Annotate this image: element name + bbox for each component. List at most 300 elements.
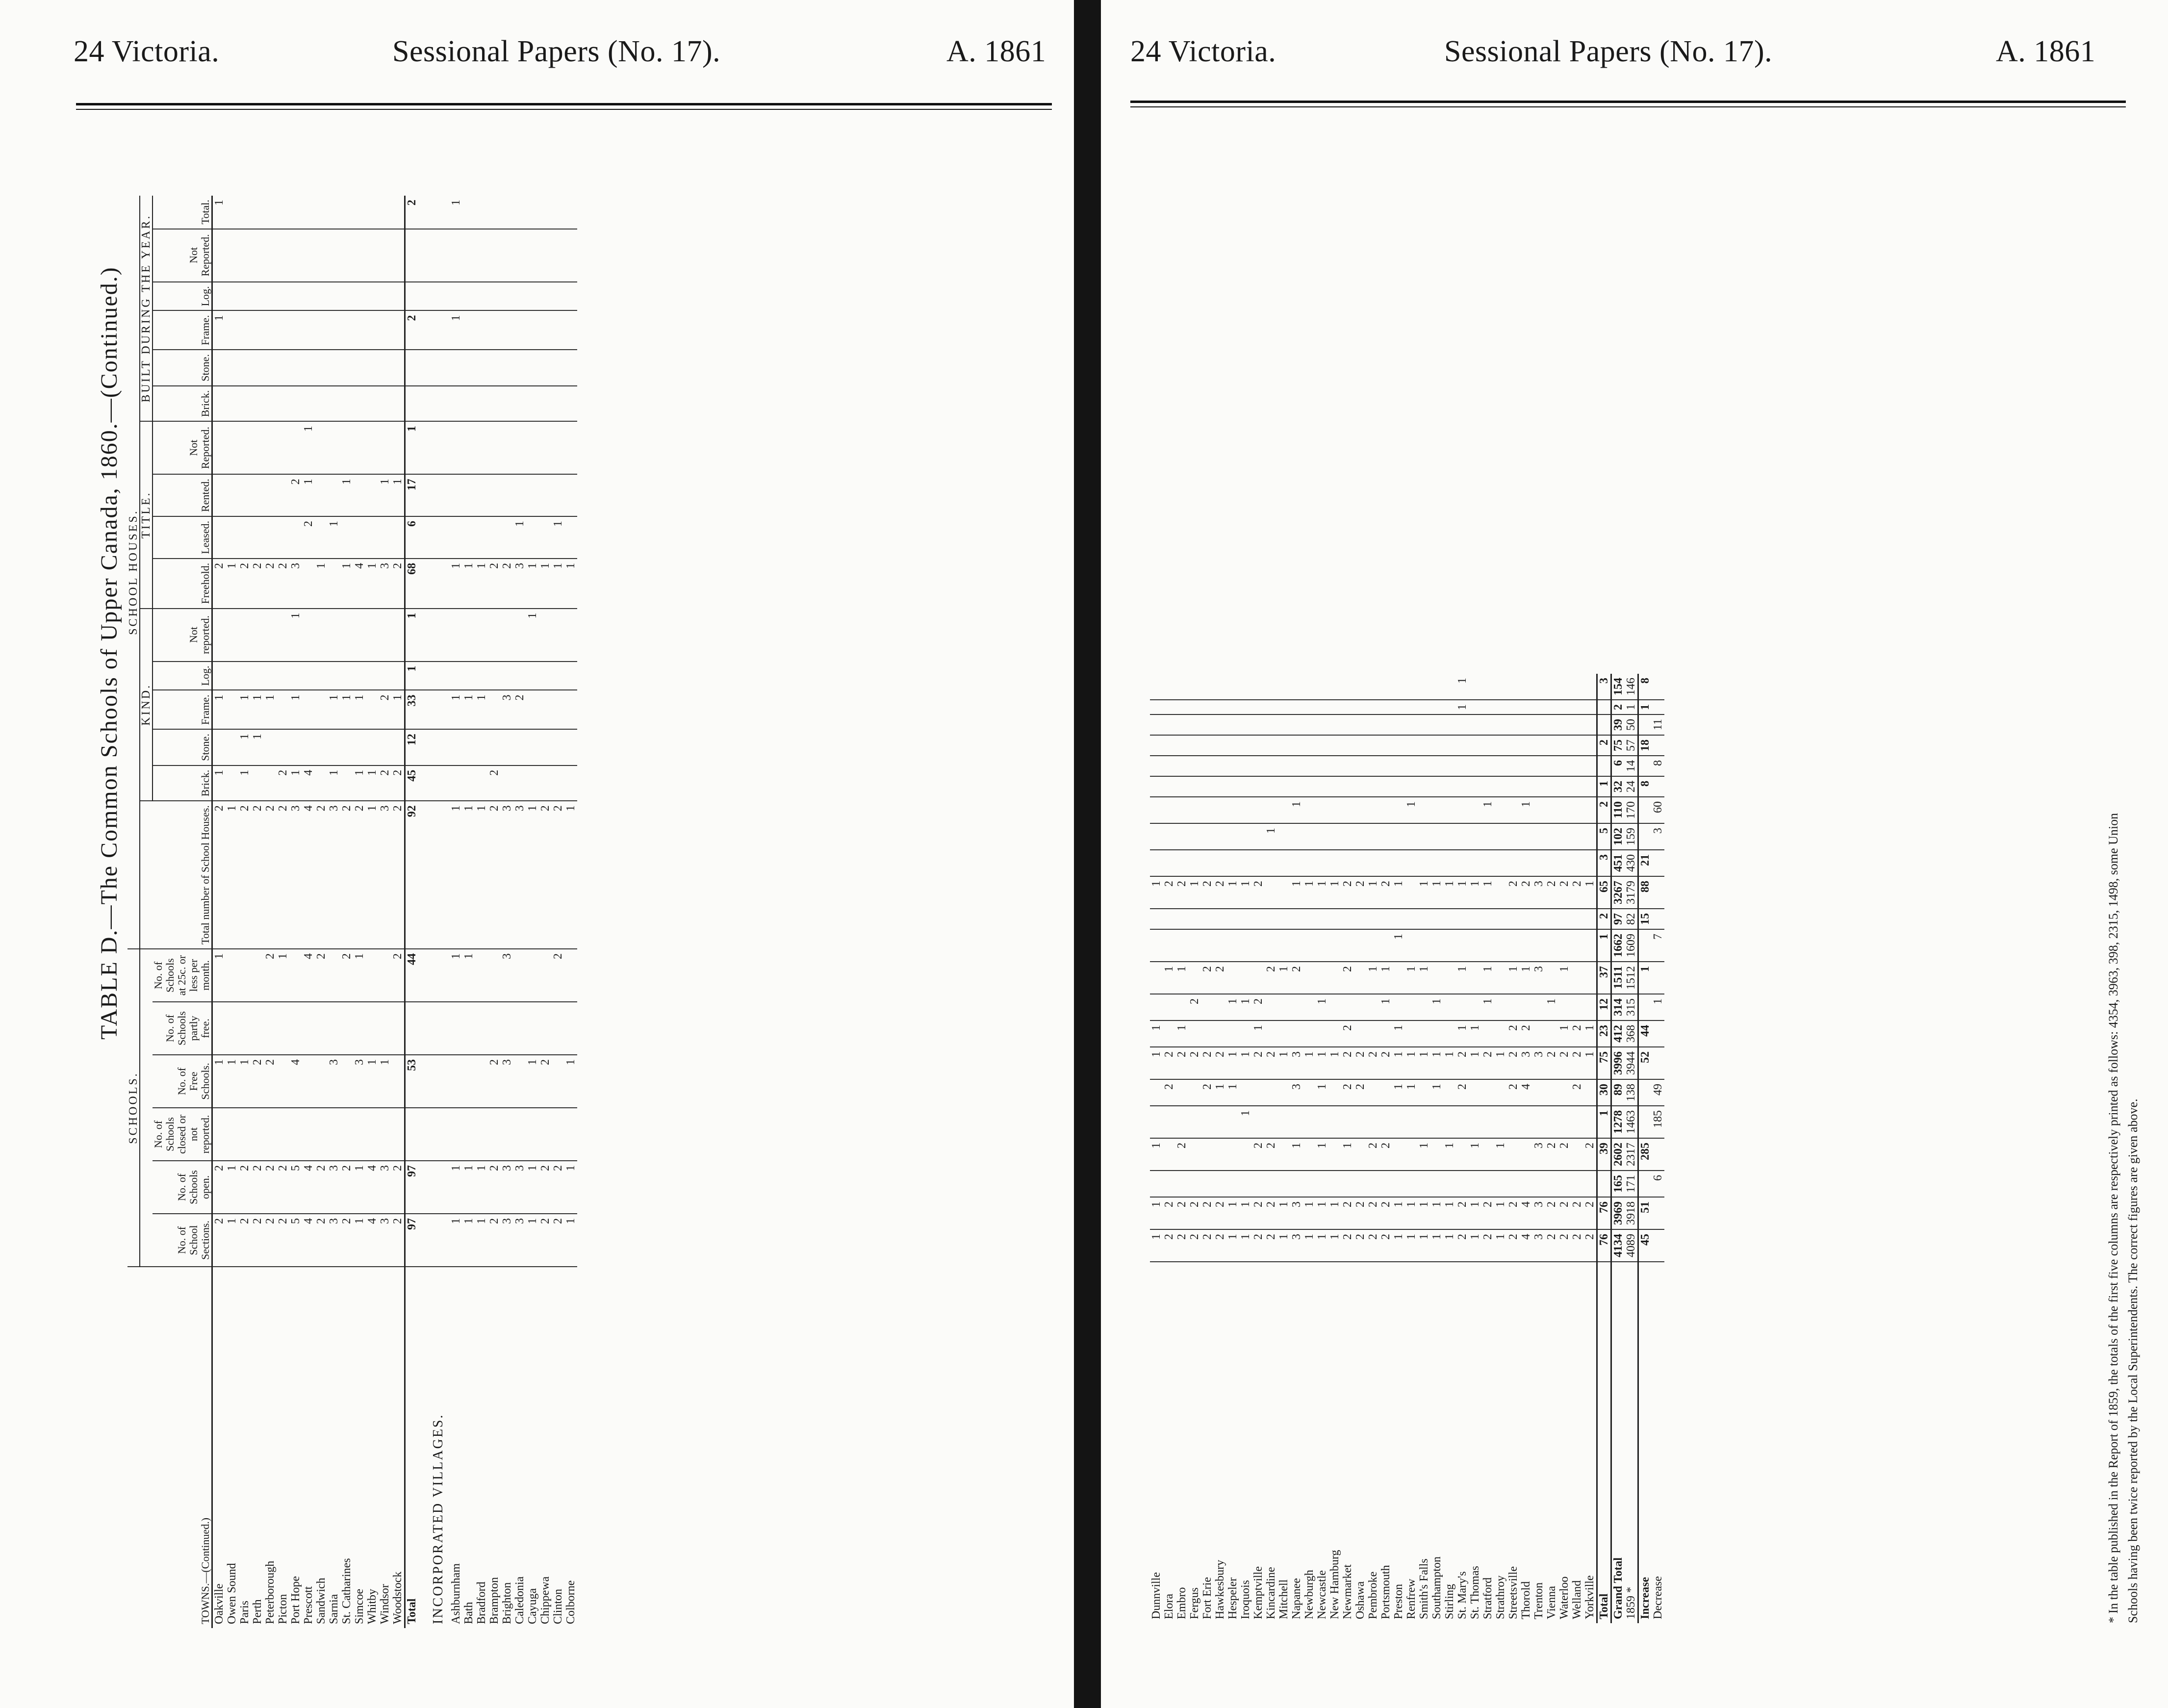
table-cell: 75 <box>1597 1047 1611 1079</box>
table-cell: 1 <box>475 1161 488 1214</box>
table-cell <box>1290 756 1303 776</box>
table-row <box>475 196 488 1628</box>
row-label: Fergus <box>1188 1587 1201 1619</box>
table-cell <box>289 729 302 765</box>
table-row <box>1265 674 1277 1623</box>
table-cell <box>1379 850 1392 876</box>
table-cell: 6 <box>405 516 419 559</box>
table-cell <box>1175 714 1188 735</box>
table-cell <box>251 949 264 1002</box>
table-cell <box>1392 756 1405 776</box>
table-cell <box>1507 1171 1520 1197</box>
table-cell <box>1494 735 1507 756</box>
table-row <box>1252 674 1265 1623</box>
table-cell <box>1638 1106 1652 1138</box>
table-cell <box>226 229 238 282</box>
table-cell <box>1265 776 1277 797</box>
table-cell <box>212 729 226 765</box>
table-cell <box>488 421 501 474</box>
table-cell <box>289 516 302 559</box>
header-rule-thin-right <box>1130 106 2126 107</box>
table-cell: 1 <box>1418 1138 1430 1171</box>
table-cell: 1 <box>539 559 552 609</box>
table-cell <box>1507 929 1520 962</box>
table-cell <box>1520 823 1532 850</box>
table-cell <box>1532 735 1545 756</box>
table-cell: 2 <box>1163 1229 1175 1262</box>
table-cell <box>1507 797 1520 823</box>
table-cell: 1 <box>405 609 419 662</box>
table-cell <box>1597 700 1611 714</box>
table-cell <box>475 949 488 1002</box>
table-cell: 1 <box>315 559 328 609</box>
table-row <box>212 196 226 1628</box>
table-cell: 2 <box>238 801 251 949</box>
table-cell: 2 <box>289 474 302 516</box>
table-cell <box>1469 1106 1481 1138</box>
table-cell: 1 <box>340 690 353 729</box>
table-cell: 1 <box>1239 994 1252 1020</box>
table-cell: 1 <box>1150 1020 1163 1047</box>
table-cell <box>1303 1106 1316 1138</box>
table-cell <box>513 282 526 311</box>
table-cell <box>1226 1106 1239 1138</box>
table-cell <box>1354 909 1367 929</box>
table-cell <box>1379 735 1392 756</box>
table-cell: 1 <box>1456 876 1469 909</box>
table-cell <box>1418 735 1430 756</box>
table-cell: 1 <box>1418 1047 1430 1079</box>
table-cell <box>328 609 340 662</box>
table-cell <box>1418 674 1430 700</box>
table-cell <box>1201 823 1214 850</box>
table-cell <box>1571 850 1583 876</box>
table-cell <box>226 1108 238 1161</box>
table-cell <box>1277 756 1290 776</box>
table-cell <box>1405 756 1418 776</box>
table-cell <box>264 765 277 801</box>
table-cell <box>1494 756 1507 776</box>
table-row <box>1430 674 1443 1623</box>
table-cell <box>1418 1079 1430 1106</box>
table-cell <box>1316 700 1328 714</box>
table-cell: 2 <box>488 1214 501 1267</box>
book-gutter <box>1074 0 1101 1708</box>
table-cell: 2 <box>264 1214 277 1267</box>
table-cell: 2 <box>1558 1047 1571 1079</box>
table-cell <box>1545 1171 1558 1197</box>
table-row <box>552 196 564 1628</box>
table-cell: 1 <box>1290 1138 1303 1171</box>
table-cell: 2 <box>552 949 564 1002</box>
table-cell <box>475 229 488 282</box>
table-cell <box>405 350 419 386</box>
table-cell <box>1405 929 1418 962</box>
table-cell: 2 <box>353 801 366 949</box>
table-cell: 1 <box>475 801 488 949</box>
table-cell <box>1175 1171 1188 1197</box>
table-cell <box>1481 1020 1494 1047</box>
table-cell <box>1277 1079 1290 1106</box>
table-cell: 2 <box>1188 994 1201 1020</box>
table-cell <box>501 1002 513 1055</box>
table-cell <box>379 949 391 1002</box>
table-cell <box>315 421 328 474</box>
table-cell <box>1379 797 1392 823</box>
left-page <box>0 0 1074 1708</box>
row-label: Napanee <box>1290 1578 1303 1619</box>
table-cell <box>1652 735 1664 756</box>
column-header: Log. <box>153 662 212 690</box>
table-cell <box>462 421 475 474</box>
table-cell: 3 <box>513 801 526 949</box>
table-cell <box>1481 823 1494 850</box>
table-cell <box>1507 850 1520 876</box>
table-cell <box>488 1002 501 1055</box>
table-cell <box>1430 756 1443 776</box>
table-cell <box>315 386 328 421</box>
header-rule <box>76 103 1052 105</box>
table-cell: 4 <box>1520 1229 1532 1262</box>
table-cell <box>1214 1020 1226 1047</box>
table-cell <box>315 690 328 729</box>
table-cell <box>513 1108 526 1161</box>
table-cell: 1463 <box>1625 1106 1638 1138</box>
table-row <box>405 196 419 1628</box>
table-cell <box>1328 1079 1341 1106</box>
table-cell: 1 <box>366 765 379 801</box>
table-cell: 1 <box>1558 962 1571 994</box>
table-cell <box>1341 1171 1354 1197</box>
table-cell <box>1341 735 1354 756</box>
table-cell <box>501 421 513 474</box>
table-cell: 4 <box>1520 1197 1532 1229</box>
table-cell <box>277 386 289 421</box>
table-cell <box>526 282 539 311</box>
table-cell <box>328 196 340 229</box>
table-cell <box>1469 962 1481 994</box>
table-cell <box>539 229 552 282</box>
table-cell <box>1239 674 1252 700</box>
table-cell <box>340 310 353 350</box>
table-cell <box>488 196 501 229</box>
table-cell <box>1175 994 1188 1020</box>
table-cell <box>552 421 564 474</box>
table-cell <box>340 350 353 386</box>
table-cell <box>564 474 577 516</box>
table-cell <box>340 1002 353 1055</box>
table-cell <box>526 474 539 516</box>
table-cell: 97 <box>405 1214 419 1267</box>
table-cell <box>1188 714 1201 735</box>
table-cell <box>238 310 251 350</box>
table-cell: 1 <box>238 765 251 801</box>
table-cell <box>1405 1138 1418 1171</box>
table-cell <box>1163 714 1175 735</box>
table-cell <box>1545 776 1558 797</box>
table-cell <box>1481 700 1494 714</box>
table-cell: 3 <box>1532 1197 1545 1229</box>
table-cell <box>1226 797 1239 823</box>
table-cell: 1 <box>251 729 264 765</box>
table-cell <box>1201 700 1214 714</box>
table-cell <box>1558 1171 1571 1197</box>
table-cell <box>1252 714 1265 735</box>
table-cell: 2 <box>1456 1197 1469 1229</box>
table-cell <box>450 421 462 474</box>
table-cell <box>340 282 353 311</box>
table-cell <box>1252 1171 1265 1197</box>
table-cell: 1 <box>1150 1229 1163 1262</box>
table-cell <box>1303 674 1316 700</box>
table-cell <box>450 516 462 559</box>
table-cell <box>302 690 315 729</box>
table-cell: 1 <box>289 765 302 801</box>
row-label: Dunnville <box>1150 1572 1163 1619</box>
table-cell: 1 <box>289 609 302 662</box>
table-cell <box>1316 674 1328 700</box>
table-cell: 2 <box>1481 1229 1494 1262</box>
table-cell <box>1303 797 1316 823</box>
table-cell: 1 <box>564 1161 577 1214</box>
table-cell: 2 <box>539 1161 552 1214</box>
table-cell <box>513 474 526 516</box>
table-cell <box>1638 797 1652 823</box>
table-cell: 1 <box>1494 1138 1507 1171</box>
table-cell <box>501 196 513 229</box>
table-cell: 430 <box>1625 850 1638 876</box>
table-cell: 2 <box>315 801 328 949</box>
table-cell <box>1239 1079 1252 1106</box>
table-cell <box>526 196 539 229</box>
table-cell <box>1150 929 1163 962</box>
table-cell: 2 <box>277 559 289 609</box>
table-cell <box>1239 909 1252 929</box>
table-cell: 1 <box>1456 674 1469 700</box>
table-cell <box>1303 909 1316 929</box>
table-cell <box>1316 776 1328 797</box>
table-cell <box>1494 929 1507 962</box>
table-cell <box>315 765 328 801</box>
table-cell <box>226 765 238 801</box>
table-cell <box>1328 674 1341 700</box>
row-label: Hawkesbury <box>1214 1559 1226 1619</box>
table-cell: 1 <box>1303 1197 1316 1229</box>
table-cell <box>1583 962 1597 994</box>
table-cell <box>251 350 264 386</box>
table-cell <box>552 662 564 690</box>
table-cell <box>1303 735 1316 756</box>
table-cell: 2 <box>1175 1229 1188 1262</box>
table-cell <box>1290 1106 1303 1138</box>
table-cell: 12 <box>405 729 419 765</box>
table-cell: 1 <box>1392 1047 1405 1079</box>
table-cell <box>1316 735 1328 756</box>
row-label: Total <box>405 1267 419 1628</box>
table-cell <box>1456 776 1469 797</box>
table-cell: 3 <box>501 949 513 1002</box>
table-row <box>462 196 475 1628</box>
table-cell <box>1481 735 1494 756</box>
table-row <box>539 196 552 1628</box>
table-cell <box>1367 797 1379 823</box>
table-cell <box>488 310 501 350</box>
table-cell <box>315 196 328 229</box>
row-label: Mitchell <box>1277 1579 1290 1619</box>
table-cell: 1 <box>1303 1229 1316 1262</box>
table-cell: 2 <box>488 1055 501 1108</box>
table-cell <box>1214 909 1226 929</box>
table-cell <box>1150 674 1163 700</box>
table-cell: 2 <box>405 310 419 350</box>
table-cell <box>462 229 475 282</box>
table-cell <box>1214 823 1226 850</box>
table-cell <box>1545 962 1558 994</box>
table-cell <box>1532 929 1545 962</box>
table-cell: 2 <box>302 516 315 559</box>
table-cell <box>488 662 501 690</box>
table-cell: 2 <box>379 690 391 729</box>
table-row <box>1558 674 1571 1623</box>
table-cell <box>1583 1106 1597 1138</box>
table-cell <box>277 474 289 516</box>
table-cell <box>1379 700 1392 714</box>
table-row <box>340 196 353 1628</box>
table-cell <box>1469 797 1481 823</box>
table-cell: 3 <box>1597 674 1611 700</box>
table-cell <box>1252 735 1265 756</box>
table-cell <box>539 421 552 474</box>
table-cell: 1 <box>564 1055 577 1108</box>
table-cell <box>1341 823 1354 850</box>
row-label: Stirling <box>1443 1583 1456 1619</box>
table-cell <box>1392 994 1405 1020</box>
table-cell <box>1405 1171 1418 1197</box>
table-cell <box>1507 823 1520 850</box>
table-cell <box>450 765 462 801</box>
table-cell: 2 <box>391 1214 405 1267</box>
table-cell: 1 <box>1481 994 1494 1020</box>
table-cell <box>328 310 340 350</box>
table-cell <box>1481 1079 1494 1106</box>
table-cell <box>1392 909 1405 929</box>
table-cell: 3267 <box>1611 876 1625 909</box>
table-cell: 2 <box>1545 1229 1558 1262</box>
table-cell: 2 <box>251 1161 264 1214</box>
table-cell <box>1226 823 1239 850</box>
table-cell <box>1520 1171 1532 1197</box>
table-cell: 1 <box>1392 876 1405 909</box>
table-cell <box>1290 823 1303 850</box>
table-cell: 2 <box>1188 1197 1201 1229</box>
table-cell: 1 <box>1316 1229 1328 1262</box>
table-cell: 2 <box>1341 1047 1354 1079</box>
table-cell: 368 <box>1625 1020 1638 1047</box>
table-cell <box>1367 1171 1379 1197</box>
table-cell <box>1328 1171 1341 1197</box>
table-cell <box>1443 797 1456 823</box>
table-cell: 1 <box>366 801 379 949</box>
table-cell <box>1558 850 1571 876</box>
table-cell <box>1239 735 1252 756</box>
table-cell <box>1418 776 1430 797</box>
table-cell: 3 <box>1597 850 1611 876</box>
table-cell: 2 <box>1379 1197 1392 1229</box>
column-header: No. of Free Schools. <box>153 1055 212 1108</box>
row-label: Perth <box>251 1599 264 1624</box>
table-row <box>564 196 577 1628</box>
table-cell: 1 <box>340 559 353 609</box>
table-cell <box>277 196 289 229</box>
table-cell <box>1214 797 1226 823</box>
table-cell: 3 <box>328 1055 340 1108</box>
table-cell: 1 <box>1405 1079 1418 1106</box>
table-cell: 2 <box>264 559 277 609</box>
table-cell: 1 <box>1239 1229 1252 1262</box>
table-cell: 159 <box>1625 823 1638 850</box>
table-cell <box>1175 776 1188 797</box>
table-cell <box>462 516 475 559</box>
table-cell <box>1239 1020 1252 1047</box>
table-cell: 3 <box>1652 823 1664 850</box>
table-cell: 1 <box>1405 1047 1418 1079</box>
table-row <box>1290 674 1303 1623</box>
table-cell <box>475 196 488 229</box>
table-cell: 1 <box>462 690 475 729</box>
table-cell: 2 <box>1341 876 1354 909</box>
table-cell: 82 <box>1625 909 1638 929</box>
table-cell <box>513 421 526 474</box>
table-cell: 2 <box>212 1161 226 1214</box>
table-cell <box>1214 1171 1226 1197</box>
table-cell <box>264 386 277 421</box>
table-cell: 8 <box>1638 776 1652 797</box>
table-cell: 2 <box>513 690 526 729</box>
column-header: No. of Schools closed or not reported. <box>153 1108 212 1161</box>
table-cell <box>1418 909 1430 929</box>
row-label: Hespeler <box>1226 1577 1239 1619</box>
table-cell <box>1265 850 1277 876</box>
table-cell <box>1379 1171 1392 1197</box>
table-cell <box>1583 909 1597 929</box>
table-cell <box>1341 700 1354 714</box>
table-cell <box>212 350 226 386</box>
table-cell <box>1277 714 1290 735</box>
row-label: Preston <box>1392 1584 1405 1619</box>
table-cell: 1 <box>1507 962 1520 994</box>
table-cell <box>1638 756 1652 776</box>
table-cell <box>552 474 564 516</box>
table-cell: 185 <box>1652 1106 1664 1138</box>
table-cell <box>1430 714 1443 735</box>
table-cell: 1 <box>1520 797 1532 823</box>
table-cell <box>1265 700 1277 714</box>
table-row <box>1163 674 1175 1623</box>
table-cell <box>1379 823 1392 850</box>
table-cell <box>1328 714 1341 735</box>
table-cell <box>1265 756 1277 776</box>
table-cell <box>462 386 475 421</box>
table-cell <box>1494 962 1507 994</box>
table-cell <box>1163 756 1175 776</box>
table-cell: 97 <box>405 1161 419 1214</box>
table-cell <box>340 229 353 282</box>
table-cell: 3 <box>328 1161 340 1214</box>
table-cell: 1 <box>1469 1047 1481 1079</box>
table-cell <box>1354 929 1367 962</box>
table-row <box>277 196 289 1628</box>
table-cell <box>1328 850 1341 876</box>
